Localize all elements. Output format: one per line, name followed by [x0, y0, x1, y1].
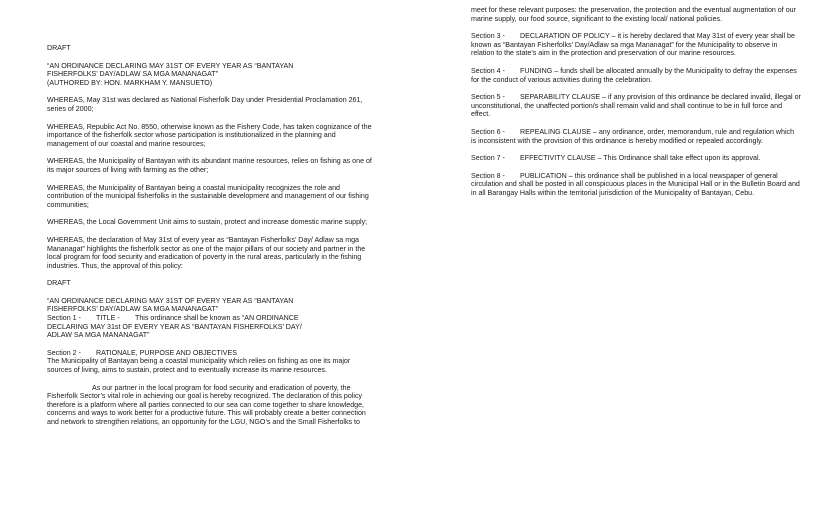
right-page [471, 6, 801, 207]
section-4-text: FUNDING – funds shall be allocated annually by the Municipality to defray the expenses for the conduct of various activities during the celebration. [471, 66, 797, 84]
draft-label-2: DRAFT [47, 279, 71, 288]
section-3-text: DECLARATION OF POLICY – it is hereby declared that May 31st of every year shall be known as “Bantayan Fisherfolks’ Day/Adlaw sa mga Mananagat” for the Municipality to observe in relation to the state’s aim in the protection and preservation of our marine resources. [471, 32, 795, 58]
whereas-clause-1: WHEREAS, May 31st was declared as National Fisherfolk Day under Presidential Proclamation 261, series of 2000; [47, 96, 363, 113]
section-2-line [47, 349, 377, 358]
whereas-clause-6: WHEREAS, the declaration of May 31st of every year as “Bantayan Fisherfolks’ Day/ Adlaw sa mga Mananagat” highlights the fisherfolk sector as one of the major pillars of our society and partner in the local program for food security and eradication of poverty in the rural areas, particularly in the fishing industries. Thus, the approval of this policy: [47, 235, 366, 270]
section-2-continuation: meet for these relevant purposes: the preservation, the protection and the eventual augmentation of our marine supply, our food source, significant to the existing local/ national policies. [471, 6, 796, 23]
section-3 [471, 32, 801, 58]
section-3-label: Section 3 - [471, 32, 505, 41]
section-5-text: SEPARABILITY CLAUSE – if any provision of this ordinance be declared invalid, illegal or unconstitutional, the unaffected portion/s shall remain valid and shall continue to be in full force and effect. [471, 93, 801, 119]
section-4-label: Section 4 - [471, 66, 505, 75]
whereas-clause-5: WHEREAS, the Local Government Unit aims to sustain, protect and increase domestic marine supply; [47, 218, 368, 227]
section-8-label: Section 8 - [471, 171, 505, 180]
section-7 [471, 154, 801, 163]
section-8-text: PUBLICATION – this ordinance shall be published in a local newspaper of general circulation and shall be posted in all conspicuous places in the Municipal Hall or in the Bulletin Board and in all Barangay Halls within the territorial jurisdiction of the Municipality of Bantayan, Cebu. [471, 171, 800, 197]
section-1-continuation-2: ADLAW SA MGA MANANAGAT” [47, 331, 150, 340]
whereas-clause-2: WHEREAS, Republic Act No. 8550, otherwise known as the Fishery Code, has taken cognizance of the importance of the fisherfolk sector whose participation is institutionalized in the planning and management of our coastal and marine resources; [47, 122, 372, 148]
section-2-heading: RATIONALE, PURPOSE AND OBJECTIVES [96, 348, 237, 357]
ordinance-title-line-2: FISHERFOLKS’ DAY/ADLAW SA MGA MANANAGAT” [47, 70, 219, 79]
section-2-paragraph-2: As our partner in the local program for food security and eradication of poverty, the Fisherfolk Sector’s vital role in achieving our goal is hereby recognized. The declaration of this policy therefore is a platform where all parties connected to our sea can come together to share knowledge, concerns and ways to work better for a productive future. This will probably create a better connection and network to strengthen relations, an opportunity for the LGU, NGO’s and the Small Fisherfolks to [47, 383, 366, 426]
section-8 [471, 172, 801, 198]
section-4 [471, 67, 801, 84]
section-5 [471, 93, 801, 119]
section-1-heading: TITLE - [96, 314, 120, 323]
section-2-label: Section 2 - [47, 348, 81, 357]
section-6-label: Section 6 - [471, 127, 505, 136]
section-1-continuation-1: DECLARING MAY 31st OF EVERY YEAR AS “BANTAYAN FISHERFOLKS’ DAY/ [47, 322, 302, 331]
ordinance-title-line-1: “AN ORDINANCE DECLARING MAY 31ST OF EVERY YEAR AS “BANTAYAN [47, 61, 294, 70]
draft-label: DRAFT [47, 44, 71, 52]
ordinance-title-2-line-1: “AN ORDINANCE DECLARING MAY 31ST OF EVERY YEAR AS “BANTAYAN [47, 296, 294, 305]
section-7-text: EFFECTIVITY CLAUSE – This Ordinance shall take effect upon its approval. [520, 154, 761, 163]
section-2-paragraph-1: The Municipality of Bantayan being a coastal municipality which relies on fishing as one its major sources of living, aims to sustain, protect and to eventually increase its marine resources. [47, 357, 351, 375]
left-page [47, 44, 377, 436]
whereas-clause-3: WHEREAS, the Municipality of Bantayan with its abundant marine resources, relies on fishing as one of its major sources of living with farming as the other; [47, 157, 372, 174]
section-1-text: This ordinance shall be known as “AN ORDINANCE [135, 314, 299, 323]
section-6-text: REPEALING CLAUSE – any ordinance, order, memorandum, rule and regulation which is inconsistent with the provision of this ordinance is hereby modified or repealed accordingly. [471, 127, 795, 145]
author-line: (AUTHORED BY: HON. MARKHAM Y. MANSUETO) [47, 78, 213, 87]
section-1-label: Section 1 - [47, 314, 81, 323]
section-7-label: Section 7 - [471, 154, 505, 163]
section-6 [471, 128, 801, 145]
whereas-clause-4: WHEREAS, the Municipality of Bantayan being a coastal municipality recognizes the role and contribution of the municipal fisherfolks in the sustainable development and management of our fishing communities; [47, 183, 369, 209]
section-5-label: Section 5 - [471, 93, 505, 102]
section-1-line [47, 314, 377, 323]
ordinance-title-2-line-2: FISHERFOLKS’ DAY/ADLAW SA MGA MANANAGAT” [47, 305, 219, 314]
